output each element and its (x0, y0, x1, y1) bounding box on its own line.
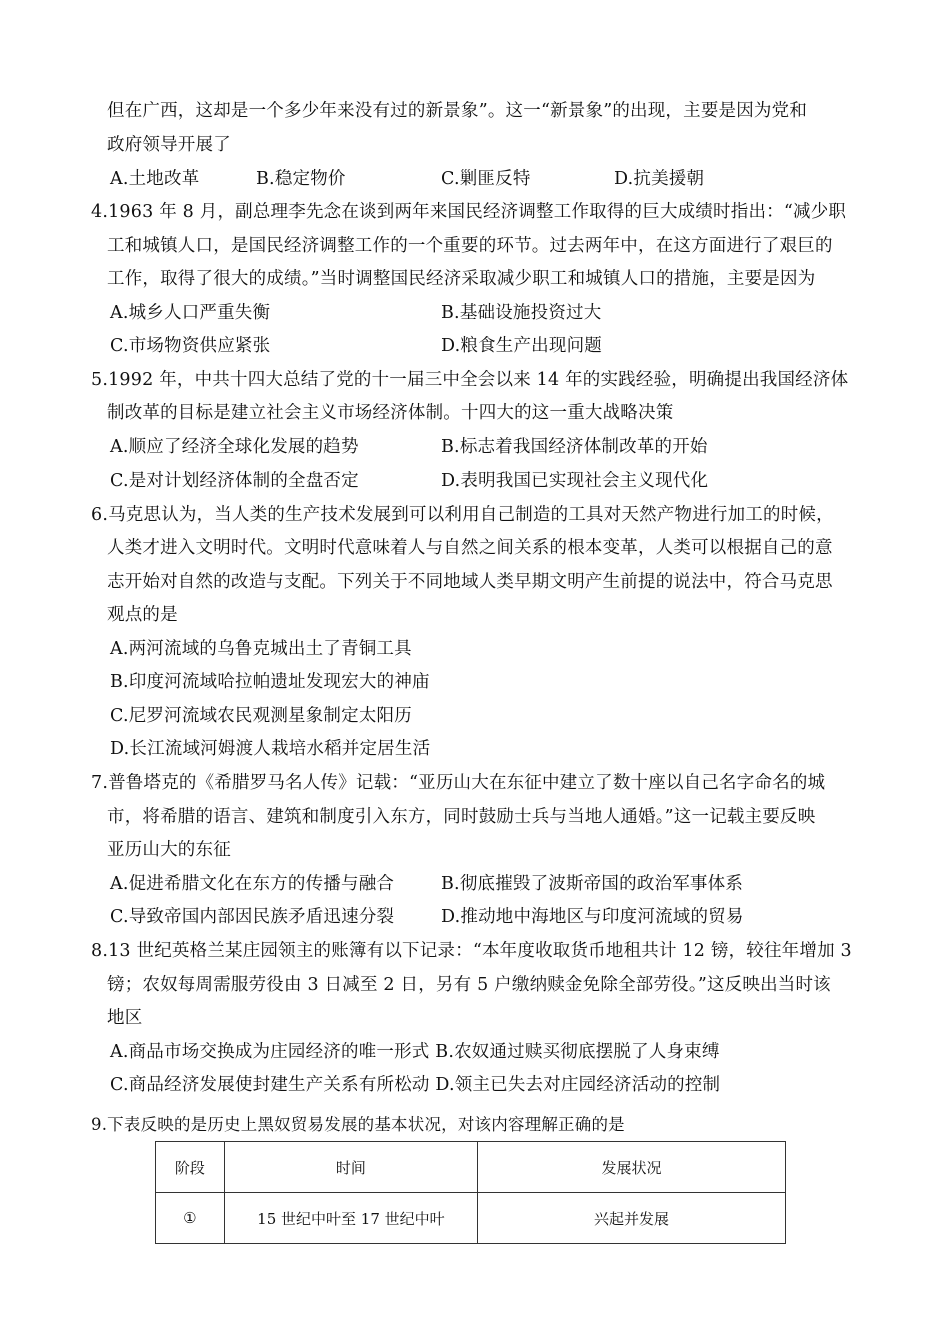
table-header-cell: 时间 (224, 1142, 477, 1193)
q5-option-b: B.标志着我国经济体制改革的开始 (441, 437, 708, 457)
q7-option-a: A.促进希腊文化在东方的传播与融合 (110, 874, 395, 894)
q8-options-cd: C.商品经济发展使封建生产关系有所松动 D.领主已失去对庄园经济活动的控制 (110, 1075, 721, 1095)
table-header-row (156, 1142, 786, 1193)
q4-line-1: 4.1963 年 8 月，副总理李先念在谈到两年来国民经济调整工作取得的巨大成绩时指出：“减少职 (91, 202, 847, 222)
q7-option-c: C.导致帝国内部因民族矛盾迅速分裂 (110, 907, 395, 927)
q7-line-2: 市，将希腊的语言、建筑和制度引入东方，同时鼓励士兵与当地人通婚。”这一记载主要反映 (107, 807, 816, 827)
q4-option-a: A.城乡人口严重失衡 (110, 303, 271, 323)
table-row (156, 1193, 786, 1244)
q4-line-3: 工作，取得了很大的成绩。”当时调整国民经济采取减少职工和城镇人口的措施，主要是因为 (107, 269, 816, 289)
q4-line-2: 工和城镇人口，是国民经济调整工作的一个重要的环节。过去两年中，在这方面进行了艰巨的 (107, 236, 833, 256)
q3-option-c: C.剿匪反特 (441, 169, 531, 189)
q4-option-b: B.基础设施投资过大 (441, 303, 602, 323)
q6-option-a: A.两河流域的乌鲁克城出土了青铜工具 (110, 639, 412, 659)
q3-option-a: A.土地改革 (110, 169, 200, 189)
q8-line-3: 地区 (107, 1008, 143, 1028)
q7-option-b: B.彻底摧毁了波斯帝国的政治军事体系 (441, 874, 744, 894)
q6-option-d: D.长江流域河姆渡人栽培水稻并定居生活 (110, 739, 431, 759)
q3-option-b: B.稳定物价 (256, 169, 346, 189)
q5-option-a: A.顺应了经济全球化发展的趋势 (110, 437, 359, 457)
slave-trade-table (155, 1141, 786, 1244)
q6-line-2: 人类才进入文明时代。文明时代意味着人与自然之间关系的根本变革，人类可以根据自己的意 (107, 538, 833, 558)
q3-line-2: 政府领导开展了 (107, 135, 231, 155)
q6-line-4: 观点的是 (107, 605, 178, 625)
q7-option-d: D.推动地中海地区与印度河流域的贸易 (441, 907, 744, 927)
q6-option-c: C.尼罗河流域农民观测星象制定太阳历 (110, 706, 412, 726)
q8-line-2: 镑；农奴每周需服劳役由 3 日减至 2 日，另有 5 户缴纳赎金免除全部劳役。”这反映出当时该 (107, 975, 831, 995)
q5-line-2: 制改革的目标是建立社会主义市场经济体制。十四大的这一重大战略决策 (107, 403, 674, 423)
q6-option-b: B.印度河流域哈拉帕遗址发现宏大的神庙 (110, 672, 430, 692)
table-header-cell: 阶段 (156, 1142, 225, 1193)
q8-options-ab: A.商品市场交换成为庄园经济的唯一形式 B.农奴通过赎买彻底摆脱了人身束缚 (110, 1042, 720, 1062)
q5-option-c: C.是对计划经济体制的全盘否定 (110, 471, 359, 491)
q7-line-3: 亚历山大的东征 (107, 840, 231, 860)
q5-line-1: 5.1992 年，中共十四大总结了党的十一届三中全会以来 14 年的实践经验，明确提出我国经济体 (91, 370, 849, 390)
q6-line-3: 志开始对自然的改造与支配。下列关于不同地域人类早期文明产生前提的说法中，符合马克思 (107, 572, 833, 592)
q9-stem: 9.下表反映的是历史上黑奴贸易发展的基本状况，对该内容理解正确的是 (91, 1115, 625, 1134)
q6-line-1: 6.马克思认为，当人类的生产技术发展到可以利用自己制造的工具对天然产物进行加工的时候， (91, 505, 834, 525)
q4-option-d: D.粮食生产出现问题 (441, 336, 602, 356)
q8-line-1: 8.13 世纪英格兰某庄园领主的账簿有以下记录：“本年度收取货币地租共计 12 镑，较往年增加 3 (91, 941, 852, 961)
table-cell: ① (156, 1193, 225, 1244)
q5-option-d: D.表明我国已实现社会主义现代化 (441, 471, 709, 491)
table-cell: 15 世纪中叶至 17 世纪中叶 (224, 1193, 477, 1244)
q3-line-1: 但在广西，这却是一个多少年来没有过的新景象”。这一“新景象”的出现，主要是因为党和 (107, 101, 808, 121)
q4-option-c: C.市场物资供应紧张 (110, 336, 271, 356)
q3-option-d: D.抗美援朝 (614, 169, 705, 189)
table-cell: 兴起并发展 (478, 1193, 786, 1244)
table-header-cell: 发展状况 (478, 1142, 786, 1193)
q7-line-1: 7.普鲁塔克的《希腊罗马名人传》记载：“亚历山大在东征中建立了数十座以自己名字命名的城 (91, 773, 826, 793)
